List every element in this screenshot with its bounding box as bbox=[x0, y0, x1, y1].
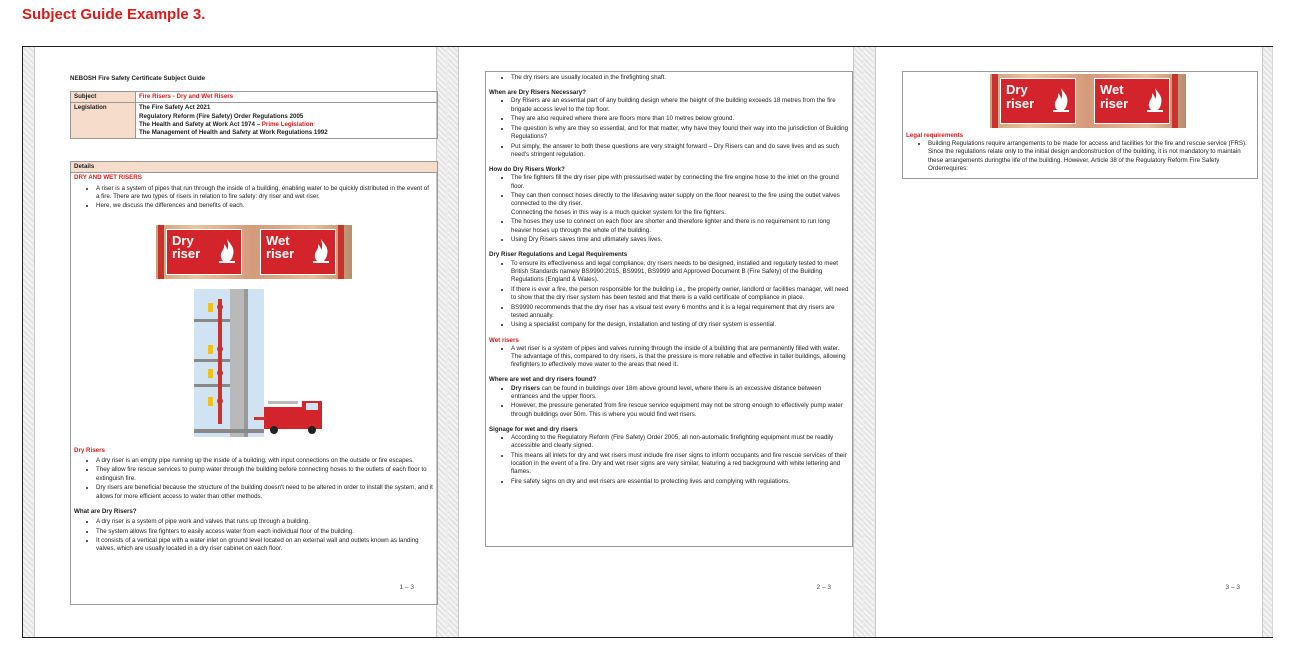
document-page-2[interactable] bbox=[458, 47, 854, 637]
list-item: • It consists of a vertical pipe with a water inlet on ground level located on an external wall and outlets known as landing valves, which are usually located in a dry riser cabinet on each floor. bbox=[96, 537, 434, 553]
list-item: • A wet riser is a system of pipes and valves running through the inside of a building that are permanently filled with water. The advantage of this, compared to dry risers, is that the pressure is more reliable and effective in taller buildings, allowing firefighters to effectively move water to the areas that need it. bbox=[511, 345, 849, 370]
wet-risers-heading: Wet risers bbox=[489, 336, 519, 344]
list-item: • According to the Regulatory Reform (Fire Safety) Order 2005, all non-automatic firefighting equipment must be readily accessible and clearly signed. bbox=[511, 434, 849, 450]
page-heading: Subject Guide Example 3. bbox=[22, 6, 206, 23]
page3-content-box bbox=[902, 71, 1258, 179]
legal-heading: Legal requirements bbox=[906, 132, 964, 139]
regs-heading: Dry Riser Regulations and Legal Requirements bbox=[489, 251, 628, 259]
prime-legislation-tag: Prime Legislation bbox=[261, 120, 314, 128]
legislation-label: Legislation bbox=[71, 103, 136, 139]
signage-heading: Signage for wet and dry risers bbox=[489, 425, 578, 433]
list-item: • A dry riser is a system of pipe work and valves that runs up through a building. bbox=[96, 518, 434, 526]
what-heading: What are Dry Risers? bbox=[74, 507, 137, 515]
document-viewer[interactable] bbox=[22, 46, 1273, 638]
list-item: • They allow fire rescue services to pump water through the building before connecting hoses to the outlets of each floor to extinguish fire. bbox=[96, 466, 434, 482]
doc-title: NEBOSH Fire Safety Certificate Subject Guide bbox=[70, 75, 206, 82]
subject-label: Subject bbox=[71, 92, 136, 103]
list-item: • However, the pressure generated from fire rescue service equipment may not be strong enough to effectively pump water through buildings over 50m. This is where you would find wet risers. bbox=[511, 402, 849, 418]
list-item: • If there is ever a fire, the person responsible for the building i.e., the property owner, landlord or facilities manager, will need to show that the dry riser system has been tested and that there is a valid certificate of compliance in place. bbox=[511, 286, 849, 302]
document-page-3[interactable] bbox=[875, 47, 1263, 637]
list-item: • They are also required where there are floors more than 10 metres below ground. bbox=[511, 115, 849, 123]
how-heading: How do Dry Risers Work? bbox=[489, 166, 565, 174]
subject-table bbox=[70, 91, 438, 139]
list-item: • A riser is a system of pipes that run through the inside of a building, enabling water to be quickly distributed in the event of a fire. There are two types of risers in relation to fire safety: dry riser and wet riser. bbox=[96, 185, 434, 201]
dry-riser-sign: Dry riser bbox=[166, 229, 242, 275]
list-item: • Using Dry Risers saves time and ultimately saves lives. bbox=[511, 236, 849, 244]
list-item: • To ensure its effectiveness and legal compliance, dry risers needs to be designed, installed and regularly tested to meet British Standards namely BS9990:2015, BS9991, BS9999 and Approved Document B (Fire Safety) of the Building Regulations (England & Wales). bbox=[511, 260, 849, 285]
details-box bbox=[70, 161, 438, 605]
list-item: • A dry riser is an empty pipe running up the inside of a building, with input connections on the outside or fire escapes. bbox=[96, 457, 434, 465]
how-extra-line: Connecting the hoses in this way is a much quicker system for the fire fighters. bbox=[511, 208, 726, 216]
building-diagram bbox=[194, 289, 334, 439]
document-page-1[interactable] bbox=[34, 47, 437, 637]
list-item: • Fire safety signs on dry and wet risers are essential to protecting lives and complying with regulations. bbox=[511, 478, 849, 486]
list-item: • Building Regulations require arrangements to be made for access and facilities for the fire and rescue service (FRS). Since the regulations relate only to the initial design andconstruction of the building, it is not mandatory to maintain these arrangements duringthe life of the building. However, Article 38 of the Regulatory Reform Fire Safety Orderrequires: bbox=[928, 140, 1254, 173]
list-item: • Dry risers are beneficial because the structure of the building doesn't need to be altered in order to install the system, and it allows for more efficient access to water than other methods. bbox=[96, 484, 434, 500]
list-item: • The dry risers are usually located in the firefighting shaft. bbox=[511, 74, 849, 82]
page-number: 1 – 3 bbox=[399, 584, 414, 592]
page-number: 3 – 3 bbox=[1225, 584, 1240, 592]
list-item: • This means all inlets for dry and wet risers must include fire riser signs to inform occupants and fire rescue services of their location in the event of a fire. Dry and wet riser signs are very similar, featuring a red background with white lettering and flames. bbox=[511, 452, 849, 477]
list-item: • Using a specialist company for the design, installation and testing of dry riser system is essential. bbox=[511, 321, 849, 329]
dry-wet-heading: DRY AND WET RISERS bbox=[74, 174, 142, 182]
wet-riser-sign: Wet riser bbox=[260, 229, 336, 275]
when-heading: When are Dry Risers Necessary? bbox=[489, 89, 586, 97]
legislation-item: The Health and Safety at Work Act 1974 – bbox=[139, 120, 261, 128]
list-item: • Put simply, the answer to both these questions are very straight forward – Dry Risers can and do save lives and as such need's stringent regulation. bbox=[511, 143, 849, 159]
details-label: Details bbox=[71, 162, 437, 173]
wet-riser-sign: Wet riser bbox=[1094, 78, 1170, 124]
list-item: • Dry Risers are an essential part of any building design where the height of the building exceeds 18 metres from the fire brigade access level to the top floor. bbox=[511, 97, 849, 113]
list-item: • They can then connect hoses directly to the lifesaving water supply on the floor nearest to the fire using the outlet valves connected to the dry riser. Connecting the hoses in this way is a much quicker system for the fire fighters. bbox=[511, 192, 849, 217]
riser-signs-image bbox=[990, 74, 1186, 128]
riser-signs-image bbox=[156, 225, 352, 279]
dry-riser-sign: Dry riser bbox=[1000, 78, 1076, 124]
list-item: • BS9990 recommends that the dry riser has a visual test every 6 months and it is a legal requirement that dry risers are tested annually. bbox=[511, 304, 849, 320]
legislation-item: Regulatory Reform (Fire Safety) Order Regulations 2005 bbox=[139, 112, 304, 120]
list-item: • Here, we discuss the differences and benefits of each. bbox=[96, 202, 434, 210]
flame-icon bbox=[311, 238, 331, 264]
subject-value: Fire Risers - Dry and Wet Risers bbox=[136, 92, 438, 103]
legislation-item: The Management of Health and Safety at Work Regulations 1992 bbox=[139, 128, 328, 136]
list-item: • The question is why are they so essential, and for that matter, why have they found their way into the jurisdiction of Building Regulations? bbox=[511, 125, 849, 141]
flame-icon bbox=[217, 238, 237, 264]
list-item: • The system allows fire fighters to easily access water from each individual floor of the building. bbox=[96, 528, 434, 536]
flame-icon bbox=[1145, 87, 1165, 113]
list-item: • The hoses they use to connect on each floor are shorter and therefore lighter and there is no requirement to run long heavier hoses up through the whole of the building. bbox=[511, 218, 849, 234]
list-item: • The fire fighters fill the dry riser pipe with pressurised water by connecting the fire engine hose to the inlet on the ground floor. bbox=[511, 174, 849, 190]
dry-risers-heading: Dry Risers bbox=[74, 446, 105, 454]
fire-engine-icon bbox=[254, 401, 322, 434]
flame-icon bbox=[1051, 87, 1071, 113]
legislation-item: The Fire Safety Act 2021 bbox=[139, 104, 211, 112]
list-item: • Dry risers can be found in buildings over 18m above ground level, where there is an excessive distance between entrances and the upper floors. bbox=[511, 385, 849, 401]
page2-content-box bbox=[485, 71, 853, 547]
page-number: 2 – 3 bbox=[816, 584, 831, 592]
where-heading: Where are wet and dry risers found? bbox=[489, 376, 597, 384]
